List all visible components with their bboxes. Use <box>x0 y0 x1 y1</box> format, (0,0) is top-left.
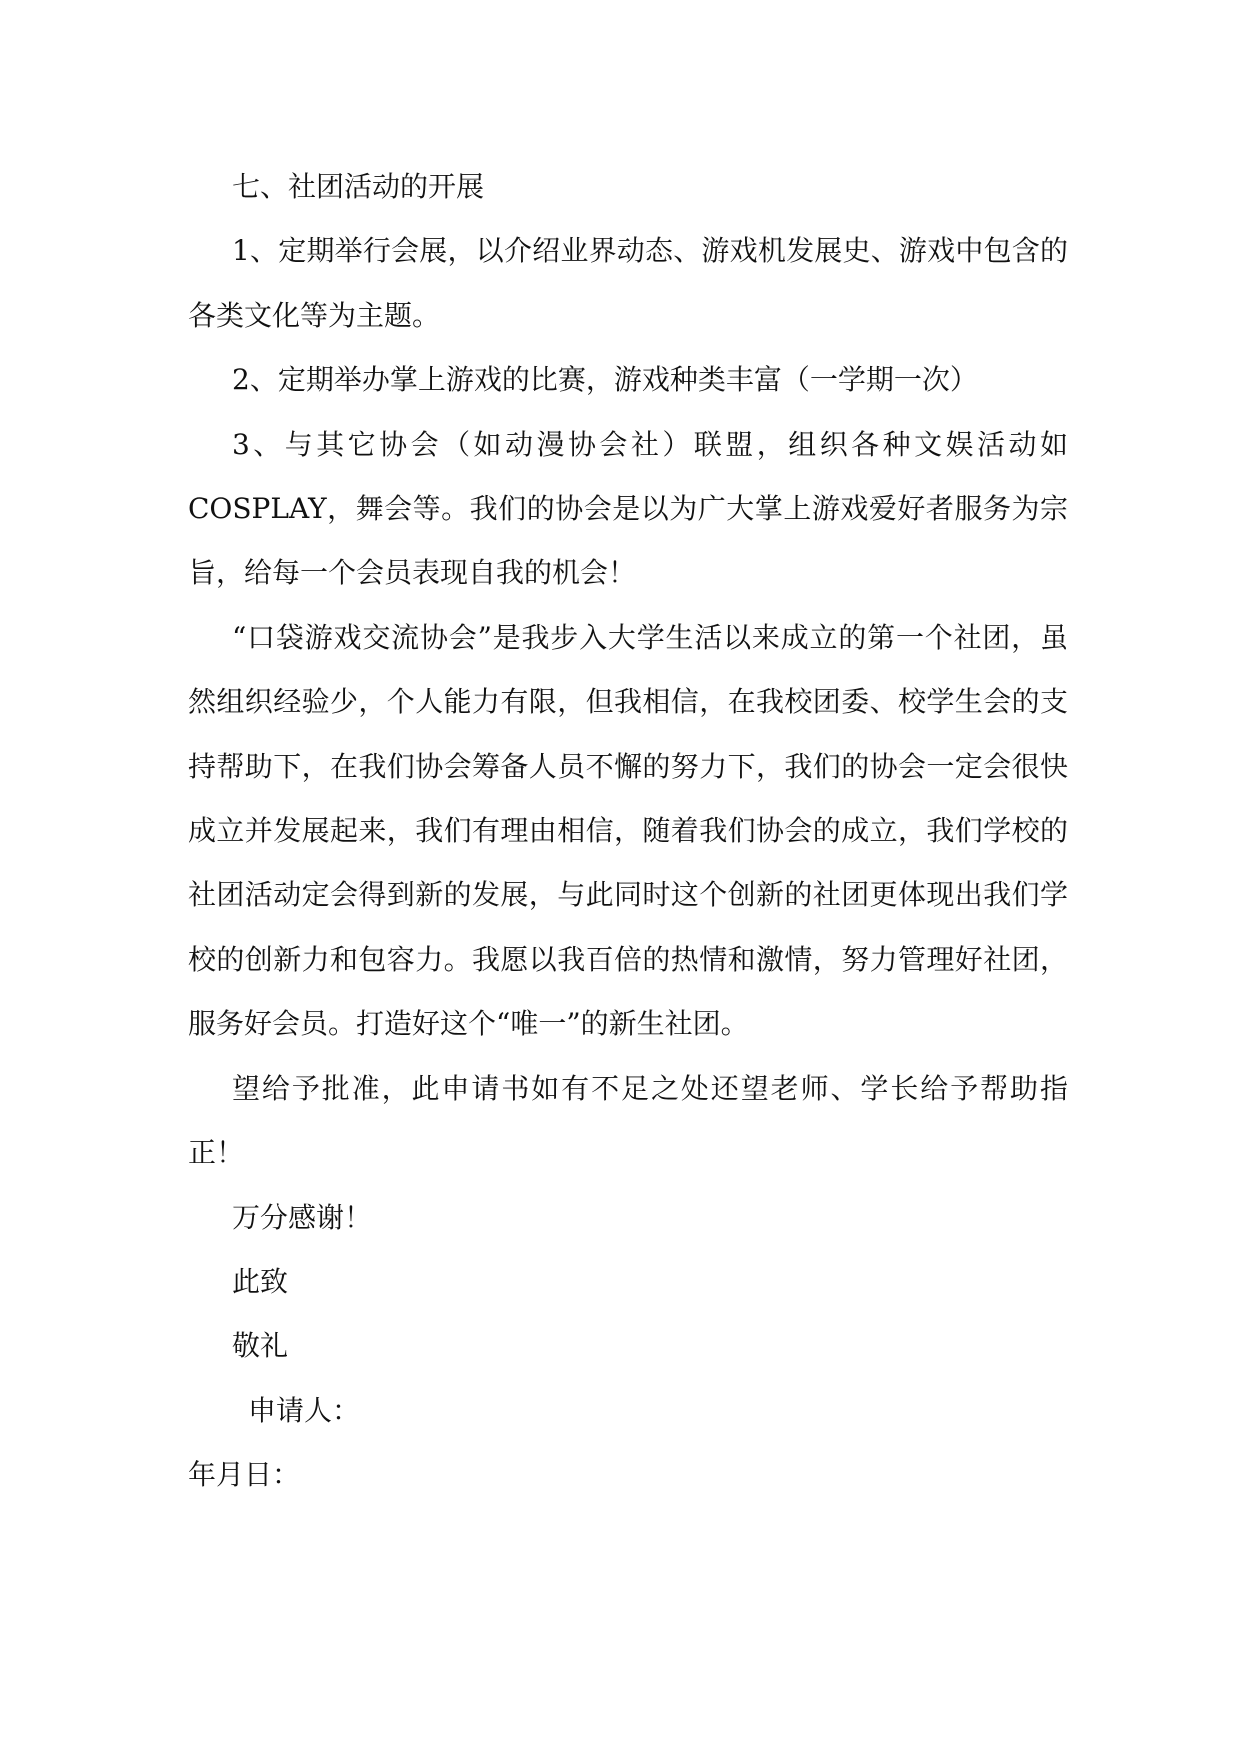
paragraph-item-2: 2、定期举办掌上游戏的比赛，游戏种类丰富（一学期一次） <box>232 363 978 397</box>
closing-cizhi: 此致 <box>232 1264 289 1298</box>
date-label: 年月日： <box>188 1458 301 1492</box>
closing-jingli: 敬礼 <box>232 1329 289 1363</box>
paragraph-item-1: 1、定期举行会展，以介绍业界动态、游戏机发展史、游戏中包含的各类文化等为主题。 <box>188 234 1068 332</box>
document-body <box>188 155 1068 1508</box>
paragraph-item-3: 3、与其它协会（如动漫协会社）联盟，组织各种文娱活动如COSPLAY，舞会等。我们的协会是以为广大掌上游戏爱好者服务为宗旨，给每一个会员表现自我的机会！ <box>188 427 1068 590</box>
applicant-label: 申请人： <box>248 1393 361 1427</box>
paragraph-thanks: 万分感谢！ <box>232 1200 373 1234</box>
section-heading: 七、社团活动的开展 <box>232 170 485 203</box>
paragraph-body: “口袋游戏交流协会”是我步入大学生活以来成立的第一个社团，虽然组织经验少，个人能力有限，但我相信，在我校团委、校学生会的支持帮助下，在我们协会筹备人员不懈的努力下，我们的协会一定会很快成立并发展起来，我们有理由相信，随着我们协会的成立，我们学校的社团活动定会得到新的发展，与此同时这个创新的社团更体现出我们学校的创新力和包容力。我愿以我百倍的热情和激情，努力管理好社团，服务好会员。打造好这个“唯一”的新生社团。 <box>188 620 1068 1041</box>
paragraph-request: 望给予批准，此申请书如有不足之处还望老师、学长给予帮助指正！ <box>188 1071 1068 1170</box>
